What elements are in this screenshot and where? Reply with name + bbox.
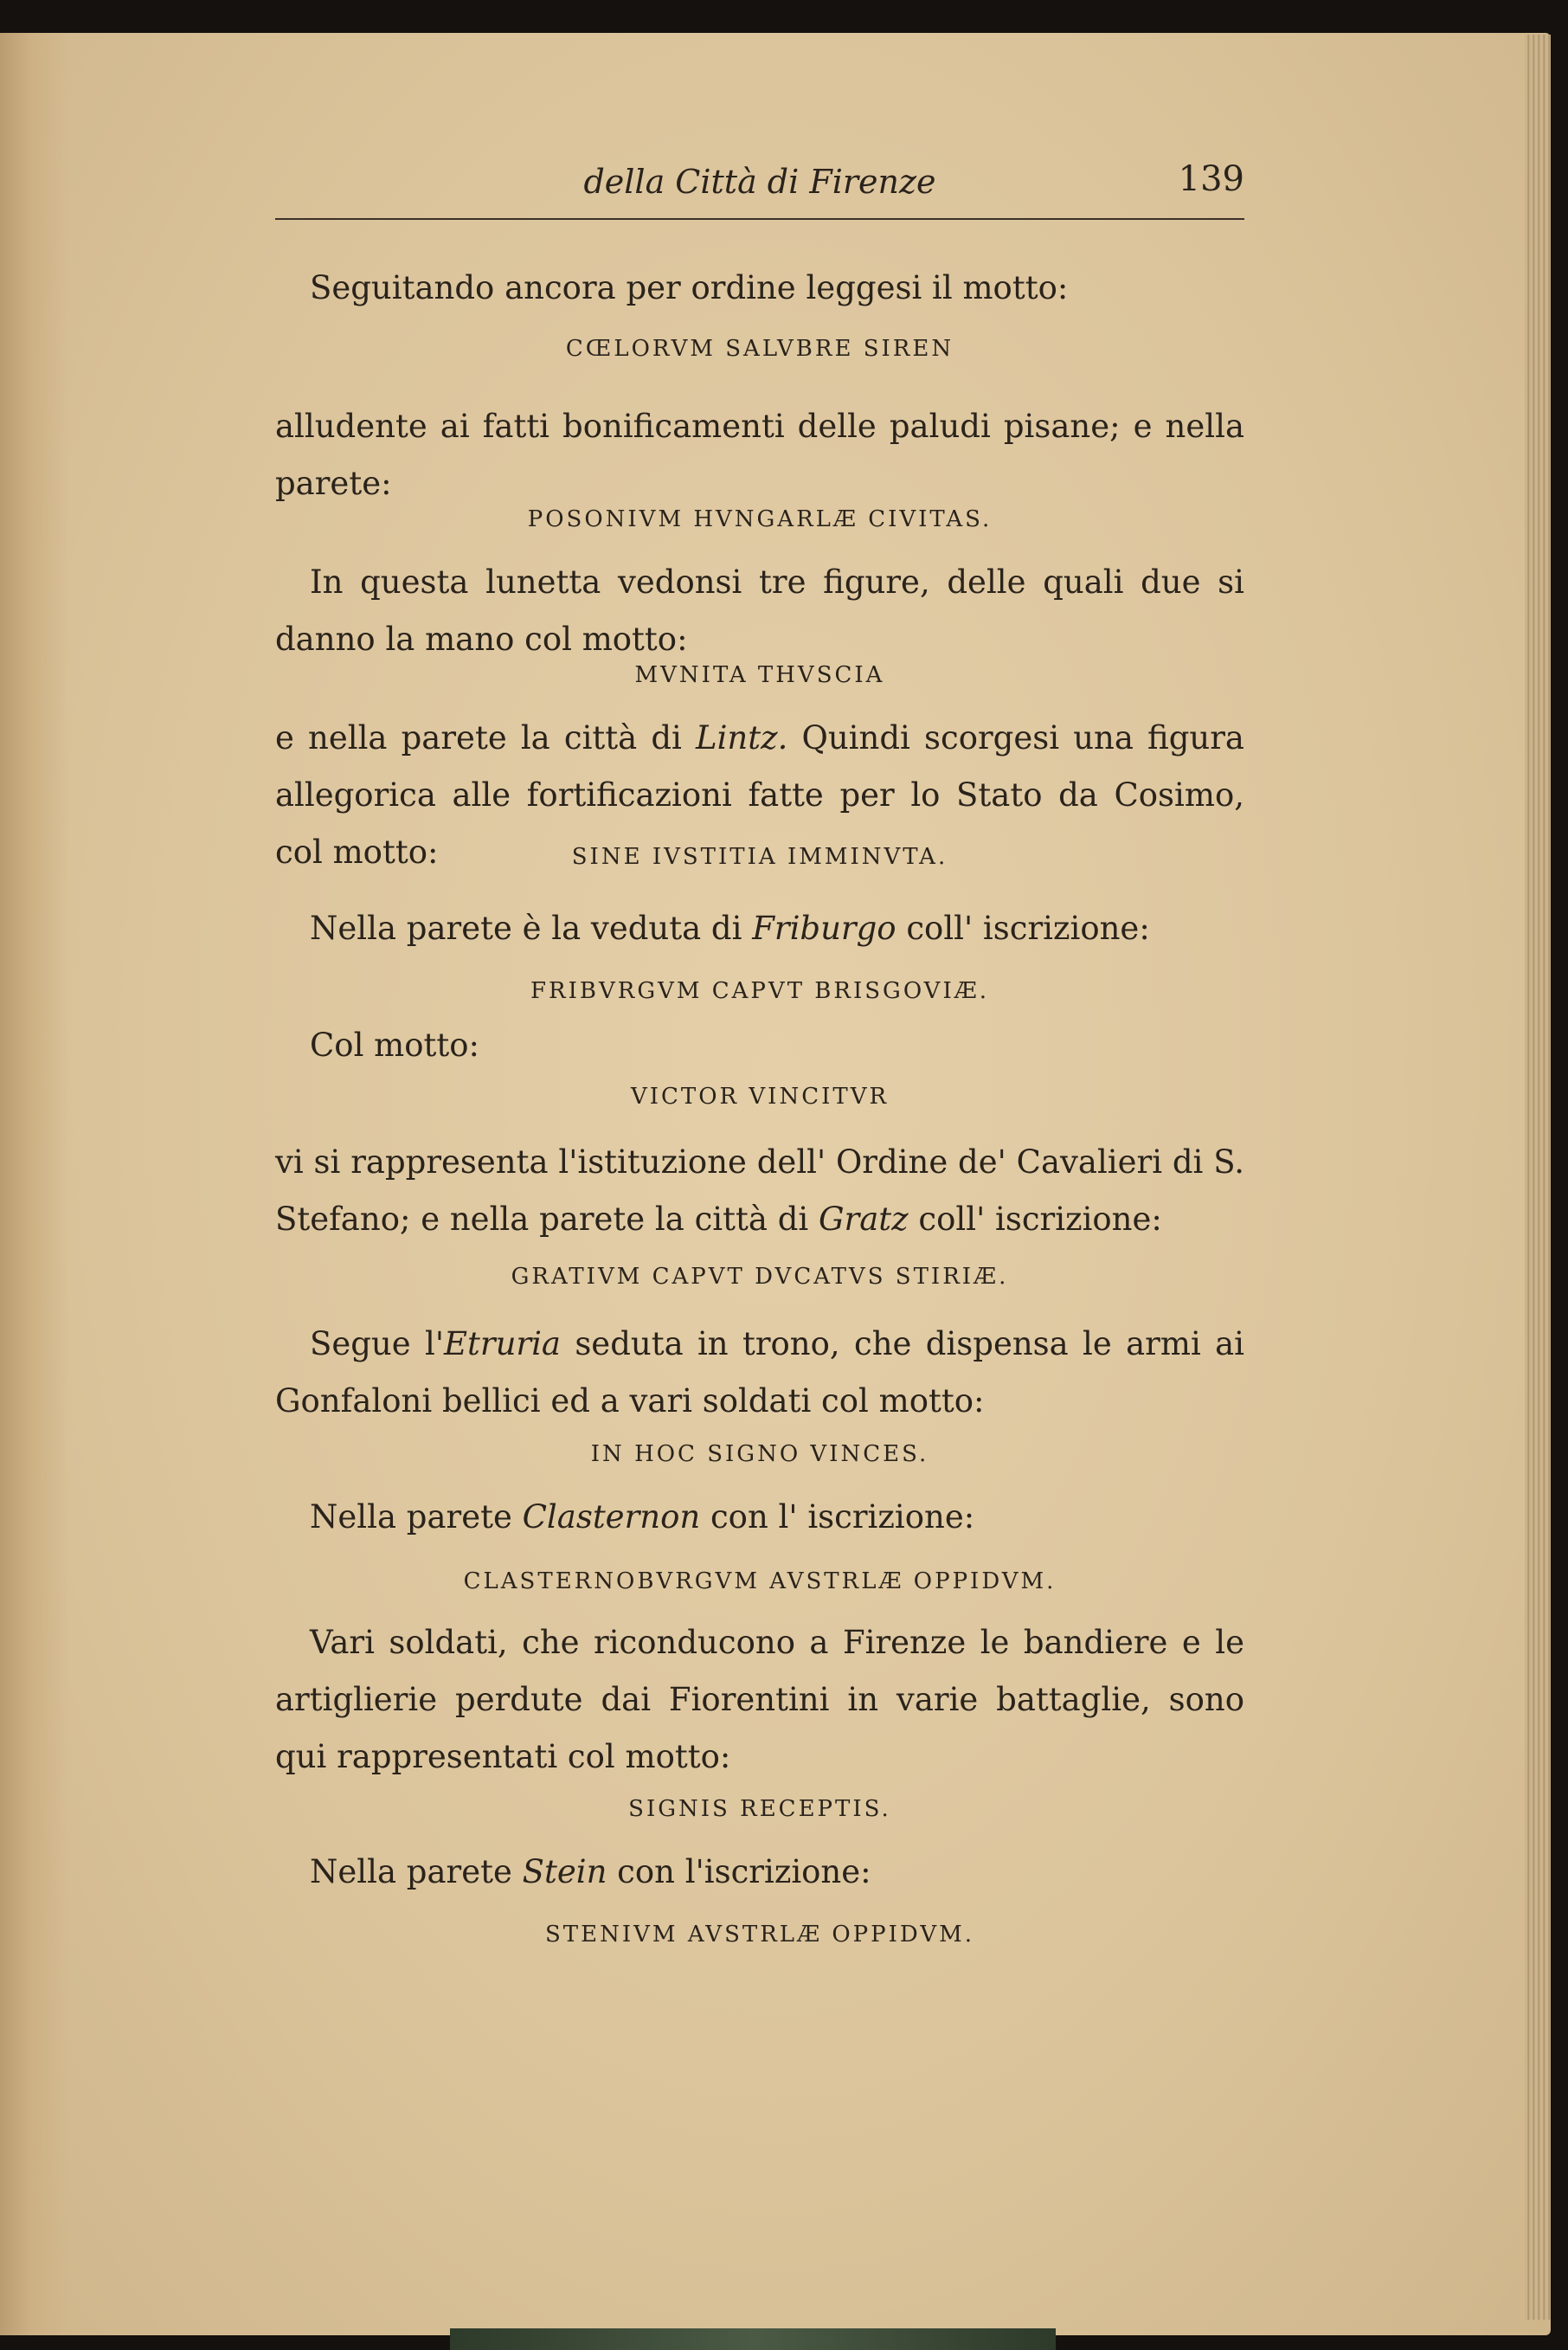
motto-6: VICTOR VINCITVR — [630, 1084, 890, 1110]
motto-2: POSONIVM HVNGARLÆ CIVITAS. — [527, 506, 993, 532]
paragraph-11-text-a: Nella parete — [310, 1853, 523, 1890]
page-header — [275, 147, 1244, 220]
paragraph-4-text-b: Quindi scorgesi una figura allegorica alle fortificazioni fatte per lo Stato da Cosimo, col motto: — [275, 719, 1244, 871]
paragraph-9-text-b: con l' iscrizione: — [700, 1498, 975, 1536]
motto-1: CŒLORVM SALVBRE SIREN — [565, 336, 954, 362]
paragraph-2: alludente ai fatti bonificamenti delle paludi pisane; e nella parete: — [275, 408, 1244, 502]
place-etruria: Etruria — [444, 1325, 561, 1362]
page-edge — [1525, 35, 1551, 2320]
binding-gutter — [0, 33, 69, 2335]
place-clasternon: Clasternon — [522, 1498, 701, 1536]
place-friburgo: Friburgo — [752, 910, 896, 947]
paragraph-8-text-a: Segue l' — [310, 1325, 444, 1362]
paragraph-1: Seguitando ancora per ordine leggesi il motto: — [310, 269, 1069, 306]
paragraph-8 — [275, 1316, 1244, 1430]
paragraph-8-text-b: seduta in trono, che dispensa le armi ai Gonfaloni bellici ed a vari soldati col motto: — [275, 1325, 1245, 1420]
binding-strip — [450, 2328, 1056, 2350]
paragraph-5-text-a: Nella parete è la veduta di — [310, 910, 753, 947]
motto-4: SINE IVSTITIA IMMINVTA. — [571, 844, 948, 870]
motto-7: GRATIVM CAPVT DVCATVS STIRIÆ. — [511, 1264, 1009, 1290]
motto-5: FRIBVRGVM CAPVT BRISGOVIÆ. — [530, 978, 990, 1004]
paragraph-7 — [275, 1134, 1244, 1248]
running-title: della Città di Firenze — [583, 163, 936, 201]
paragraph-7-text-a: vi si rappresenta l'istituzione dell' Ordine de' Cavalieri di S. Stefano; e nella parete la città di — [275, 1143, 1244, 1238]
place-lintz: Lintz. — [696, 719, 788, 757]
motto-9: CLASTERNOBVRGVM AVSTRLÆ OPPIDVM. — [463, 1568, 1057, 1594]
paragraph-9 — [275, 1489, 1244, 1546]
motto-3: MVNITA THVSCIA — [634, 662, 885, 688]
text-column — [275, 147, 1245, 1948]
motto-8: IN HOC SIGNO VINCES. — [590, 1441, 929, 1467]
motto-11: STENIVM AVSTRLÆ OPPIDVM. — [545, 1922, 974, 1948]
paragraph-11 — [275, 1844, 1244, 1901]
paragraph-5 — [275, 900, 1244, 957]
place-stein: Stein — [522, 1853, 607, 1890]
paragraph-11-text-b: con l'iscrizione: — [607, 1853, 871, 1890]
paragraph-4-text-a: e nella parete la città di — [275, 719, 697, 757]
page-number: 139 — [1178, 159, 1244, 199]
paragraph-3: In questa lunetta vedonsi tre figure, delle quali due si danno la mano col motto: — [275, 563, 1244, 658]
paragraph-9-text-a: Nella parete — [310, 1498, 523, 1536]
paragraph-6: Col motto: — [310, 1027, 480, 1064]
paragraph-7-text-b: coll' iscrizione: — [908, 1201, 1162, 1238]
place-gratz: Gratz — [818, 1201, 909, 1238]
motto-10: SIGNIS RECEPTIS. — [628, 1796, 891, 1822]
paragraph-10: Vari soldati, che riconducono a Firenze le bandiere e le artiglierie perdute dai Fiorentini in varie battaglie, sono qui rappresentati col motto: — [275, 1624, 1244, 1775]
paragraph-5-text-b: coll' iscrizione: — [896, 910, 1150, 947]
